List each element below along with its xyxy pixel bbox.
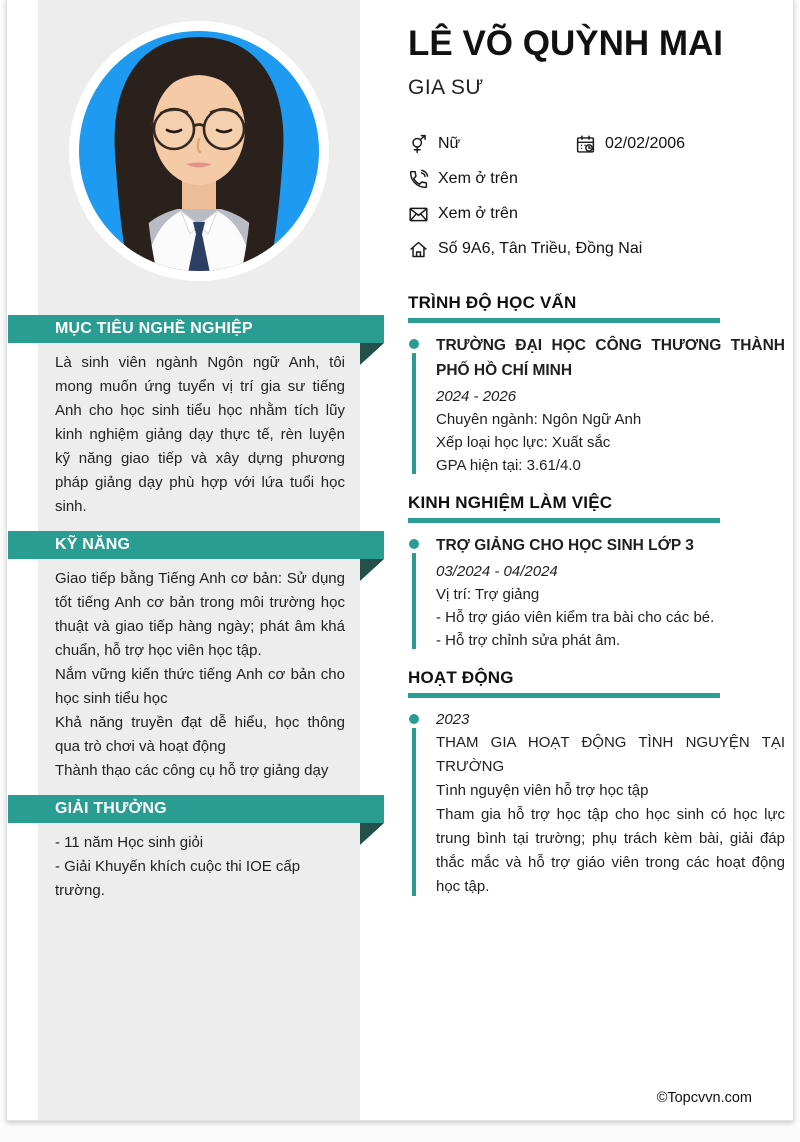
experience-bullet: - Hỗ trợ chỉnh sửa phát âm.	[436, 632, 621, 649]
gender-value: Nữ	[438, 135, 461, 152]
email-icon	[408, 204, 429, 225]
main-column	[408, 0, 785, 1120]
skill-item: Nắm vững kiến thức tiếng Anh cơ bản cho học sinh tiểu học	[55, 666, 345, 707]
objective-header-label: MỤC TIÊU NGHỀ NGHIỆP	[55, 320, 253, 337]
section-underline	[408, 318, 720, 323]
bullet-dot-icon	[409, 714, 419, 724]
education-period: 2024 - 2026	[436, 388, 517, 405]
experience-section	[408, 492, 785, 652]
birthdate-item	[575, 134, 685, 155]
sidebar	[38, 0, 360, 1120]
skill-item: Giao tiếp bằng Tiếng Anh cơ bản: Sử dụng tốt tiếng Anh cơ bản trong môi trường học thuật và giao tiếp hàng ngày; phát âm khá chuẩn, hỗ trợ học viên học tập.	[55, 570, 345, 659]
education-major: Chuyên ngành: Ngôn Ngữ Anh	[436, 411, 642, 428]
education-gpa: GPA hiện tại: 3.61/4.0	[436, 457, 581, 474]
experience-header: KINH NGHIỆM LÀM VIỆC	[408, 493, 613, 512]
contact-info	[408, 133, 785, 260]
activity-description: Tham gia hỗ trợ học tập cho học sinh có học lực trung bình tại trường; phụ trách kèm bài, giải đáp thắc mắc và hỗ trợ giáo viên trong các hoạt động học tập.	[436, 806, 785, 895]
home-icon	[408, 239, 429, 260]
education-section	[408, 292, 785, 477]
education-header: TRÌNH ĐỘ HỌC VẤN	[408, 293, 577, 312]
awards-section	[38, 795, 360, 903]
skill-item: Khả năng truyền đạt dễ hiểu, học thông qua trò chơi và hoạt động	[55, 714, 345, 755]
section-underline	[408, 693, 720, 698]
calendar-icon	[575, 134, 596, 155]
gender-icon	[408, 134, 429, 155]
objective-header	[8, 315, 384, 343]
experience-bullet: - Hỗ trợ giáo viên kiểm tra bài cho các bé.	[436, 609, 715, 626]
award-item: - 11 năm Học sinh giỏi	[55, 834, 204, 851]
activity-role: Tình nguyện viên hỗ trợ học tập	[436, 782, 649, 799]
candidate-name: LÊ VÕ QUỲNH MAI	[408, 24, 724, 63]
activities-header: HOẠT ĐỘNG	[408, 668, 514, 687]
ribbon-fold-icon	[360, 343, 384, 365]
profile-photo	[38, 0, 360, 281]
activity-entry	[408, 708, 785, 899]
timeline-line	[412, 728, 416, 896]
education-rank: Xếp loại học lực: Xuất sắc	[436, 434, 611, 451]
footer-credit: ©Topcvvn.com	[656, 1090, 752, 1106]
avatar	[69, 21, 329, 281]
job-title: GIA SƯ	[408, 76, 484, 99]
objective-text: Là sinh viên ngành Ngôn ngữ Anh, tôi mong muốn ứng tuyển vị trí gia sư tiếng Anh cho học sinh tiểu học nhằm tích lũy kinh nghiệm giảng dạy thực tế, rèn luyện kỹ năng giao tiếp và xây dựng phương pháp giảng dạy phù hợp với lứa tuổi học sinh.	[55, 354, 345, 515]
email-item	[408, 204, 518, 225]
phone-value: Xem ở trên	[438, 170, 518, 187]
address-value: Số 9A6, Tân Triều, Đồng Nai	[438, 240, 643, 257]
experience-position: Vị trí: Trợ giảng	[436, 586, 540, 603]
bullet-dot-icon	[409, 539, 419, 549]
birthdate-value: 02/02/2006	[605, 135, 686, 152]
experience-title: TRỢ GIẢNG CHO HỌC SINH LỚP 3	[436, 537, 694, 554]
timeline-line	[412, 353, 416, 474]
objective-section	[38, 315, 360, 519]
activities-section	[408, 667, 785, 899]
education-entry	[408, 333, 785, 477]
school-name: TRƯỜNG ĐẠI HỌC CÔNG THƯƠNG THÀNH PHỐ HỒ CHÍ MINH	[436, 337, 785, 379]
award-item: - Giải Khuyến khích cuộc thi IOE cấp trường.	[55, 858, 301, 899]
experience-period: 03/2024 - 04/2024	[436, 563, 558, 580]
email-value: Xem ở trên	[438, 205, 518, 222]
activity-period: 2023	[436, 711, 470, 728]
ribbon-fold-icon	[360, 559, 384, 581]
cv-page	[6, 0, 794, 1121]
awards-header	[8, 795, 384, 823]
section-underline	[408, 518, 720, 523]
awards-header-label: GIẢI THƯỞNG	[55, 800, 167, 817]
gender-item	[408, 134, 575, 155]
ribbon-fold-icon	[360, 823, 384, 845]
skills-section	[38, 531, 360, 783]
phone-item	[408, 169, 518, 190]
timeline-line	[412, 553, 416, 649]
address-item	[408, 239, 642, 260]
skills-header	[8, 531, 384, 559]
experience-entry	[408, 533, 785, 652]
skills-header-label: KỸ NĂNG	[55, 536, 131, 553]
phone-icon	[408, 169, 429, 190]
bullet-dot-icon	[409, 339, 419, 349]
activity-title: THAM GIA HOẠT ĐỘNG TÌNH NGUYỆN TẠI TRƯỜNG	[436, 734, 785, 775]
skill-item: Thành thạo các công cụ hỗ trợ giảng dạy	[55, 762, 329, 779]
